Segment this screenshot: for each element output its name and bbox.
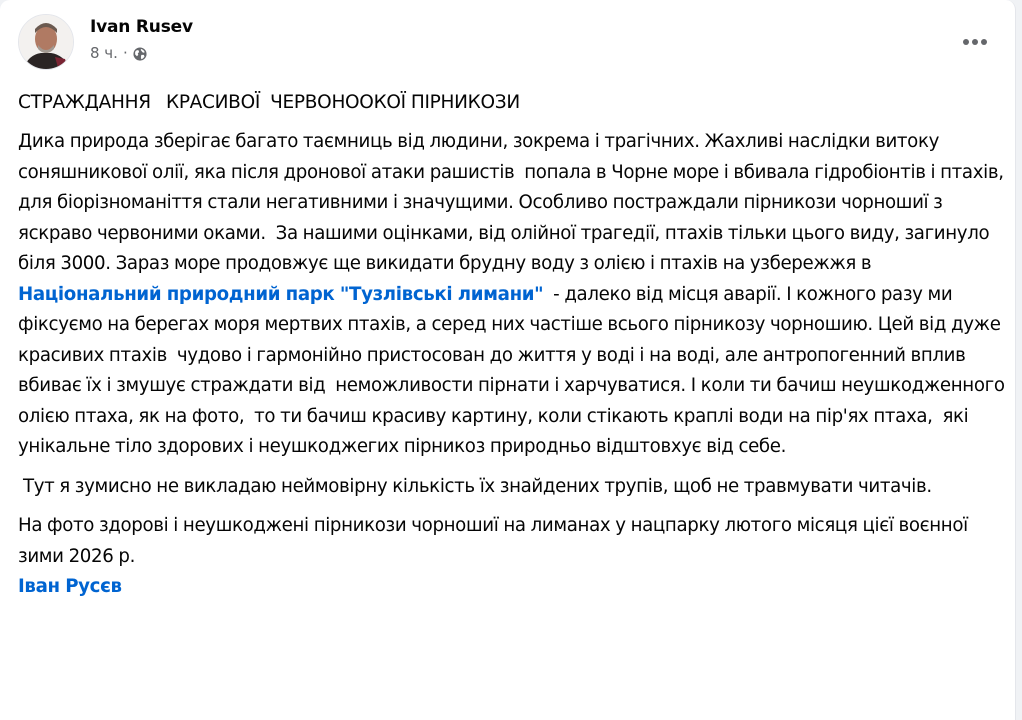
signature-link[interactable]: Іван Русєв bbox=[18, 576, 122, 597]
avatar[interactable] bbox=[18, 14, 74, 70]
more-dot-icon bbox=[963, 39, 969, 45]
paragraph-text: На фото здорові і неушкоджені пірникози чорношиї на лиманах у нацпарку лютого місяця цієї воєнної зими 2026 р. bbox=[18, 515, 973, 567]
more-dot-icon bbox=[972, 39, 978, 45]
post-time[interactable]: 8 ч. bbox=[90, 44, 118, 62]
post-title: СТРАЖДАННЯ КРАСИВОЇ ЧЕРВОНООКОЇ ПІРНИКОЗИ bbox=[18, 92, 520, 113]
avatar-photo-icon bbox=[19, 15, 74, 70]
post-paragraph-3 bbox=[18, 511, 1008, 603]
separator: · bbox=[122, 44, 128, 62]
paragraph-text: Дика природа зберігає багато таємниць від людини, зокрема і трагічних. Жахливі наслідки витоку соняшникової олії, яка після дронової атаки рашистів попала в Чорне море і вбивала гідробіонтів і птахів, для біорізноманіття стали негативними і значущими. Особливо постраждали пірникози чорношиї з яскраво червоними оками. За нашими оцінками, від олійної трагедії, птахів тільки цього виду, загинуло біля 3000. Зараз море продовжує ще викидати брудну воду з олією і птахів на узбережжя в bbox=[18, 131, 1009, 274]
post-paragraph-2: Тут я зумисно не викладаю неймовірну кількість їх знайдених трупів, щоб не травмувати читачів. bbox=[18, 475, 932, 497]
post-paragraph-1 bbox=[18, 127, 1008, 463]
post-header bbox=[18, 14, 193, 74]
post-meta bbox=[90, 15, 193, 63]
post-subline bbox=[90, 43, 193, 63]
globe-icon[interactable] bbox=[133, 46, 147, 60]
national-park-link[interactable]: Національний природний парк "Тузлівські лимани" bbox=[18, 283, 544, 305]
more-options-button[interactable] bbox=[955, 28, 995, 56]
post-body bbox=[18, 86, 1008, 603]
author-name[interactable]: Ivan Rusev bbox=[90, 17, 193, 37]
paragraph-text: - далеко від місця аварії. І кожного разу ми фіксуємо на берегах моря мертвих птахів, а серед них частіше всього пірникозу чорношию. Цей від дуже красивих птахів чудово і гармонійно пристосован до життя у воді і на воді, але антропогенний вплив вбиває їх і змушує страждати від неможливости пірнати і харчуватися. І коли ти бачиш неушкодженного олією птаха, як на фото, то ти бачиш красиву картину, коли стікають краплі води на пір'ях птаха, які унікальне тіло здорових і неушкоджегих пірникоз природньо відштовхує від себе. bbox=[18, 283, 1010, 457]
more-dot-icon bbox=[981, 39, 987, 45]
